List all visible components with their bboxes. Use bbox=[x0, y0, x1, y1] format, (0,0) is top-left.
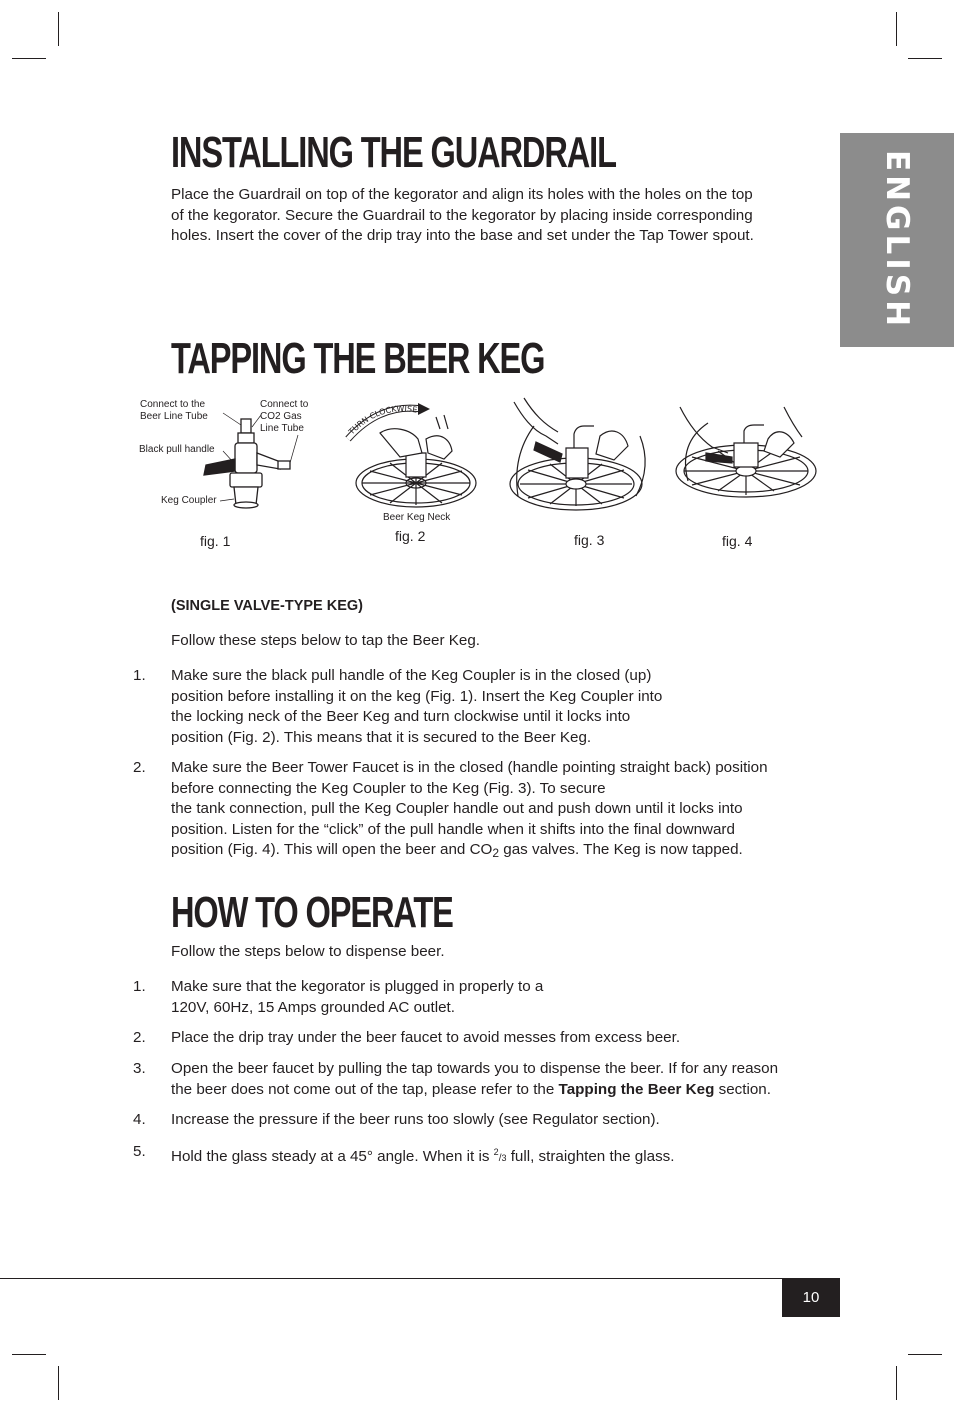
single-valve-subheading: (SINGLE VALVE-TYPE KEG) bbox=[171, 598, 364, 614]
crop-mark bbox=[58, 1366, 59, 1400]
guardrail-paragraph: Place the Guardrail on top of the kegorator and align its holes with the holes on the top of the kegorator. Secure the Guardrail to the kegorator by placing inside corresponding holes. Insert the cover of the drip tray into the base and set under the Tap Tower spout. bbox=[171, 186, 754, 244]
operate-step3-number: 3. bbox=[133, 1060, 146, 1077]
operate-step5-text: Hold the glass steady at a 45° angle. When it is $^2$/3 full, straighten the glass. bbox=[171, 1147, 675, 1166]
operate-step2-text: Place the drip tray under the beer faucet to avoid messes from excess beer. bbox=[171, 1029, 681, 1046]
crop-mark bbox=[908, 1354, 942, 1355]
callout-keg-coupler: Keg Coupler bbox=[161, 495, 217, 506]
operate-step5-number: 5. bbox=[133, 1143, 146, 1160]
language-tab bbox=[840, 133, 954, 347]
callout-co2-line: Connect to CO2 Gas Line Tube bbox=[260, 399, 309, 434]
section-title-guardrail: INSTALLING THE GUARDRAIL bbox=[171, 128, 616, 177]
crop-mark bbox=[896, 1366, 897, 1400]
callout-pull-handle: Black pull handle bbox=[139, 444, 215, 455]
crop-mark bbox=[12, 1354, 46, 1355]
fig3-connect-coupler-illustration bbox=[504, 396, 654, 514]
operate-step1-text: Make sure that the kegorator is plugged in properly to a 120V, 60Hz, 15 Amps grounded AC outlet. bbox=[171, 978, 544, 1016]
language-tab-label: ENGLISH bbox=[879, 149, 915, 331]
arrow-turn-clockwise-text: TURN CLOCKWISE bbox=[347, 404, 418, 437]
callout-beer-keg-neck: Beer Keg Neck bbox=[383, 512, 451, 523]
page-number: 10 bbox=[782, 1278, 840, 1317]
tapping-section-reference: Tapping the Beer Keg bbox=[558, 1080, 715, 1098]
tapping-step1-text: Make sure the black pull handle of the Keg Coupler is in the closed (up) position before installing it on the keg (Fig. 1). Insert the Keg Coupler into the locking neck of the Beer Keg and turn clockwise until it locks into position (Fig. 2). This means that it is secured to the Beer Keg. bbox=[171, 667, 663, 746]
operate-intro: Follow the steps below to dispense beer. bbox=[171, 943, 445, 960]
tapping-step2-text: Make sure the Beer Tower Faucet is in the closed (handle pointing straight back) position before connecting the Keg Coupler to the Keg (Fig. 3). To secure the tank connection, pull the Keg Coupler handle out and push down until it locks into position. Listen for the “click” of the pull handle when it shifts into the final downward position (Fig. 4). This will open the beer and CO2 gas valves. The Keg is now tapped. bbox=[171, 759, 768, 860]
fig4-locked-coupler-illustration bbox=[672, 403, 822, 503]
footer-rule bbox=[0, 1278, 840, 1279]
section-title-operate: HOW TO OPERATE bbox=[171, 888, 453, 937]
fig3-label: fig. 3 bbox=[574, 532, 605, 548]
operate-step1-number: 1. bbox=[133, 978, 146, 995]
fig4-label: fig. 4 bbox=[722, 533, 753, 549]
crop-mark bbox=[908, 58, 942, 59]
tapping-step1-number: 1. bbox=[133, 667, 146, 684]
crop-mark bbox=[896, 12, 897, 46]
operate-step3-text: Open the beer faucet by pulling the tap towards you to dispense the beer. If for any reason the beer does not come out of the tap, please refer to the Tapping the Beer Keg section. bbox=[171, 1060, 779, 1098]
tapping-step2-number: 2. bbox=[133, 759, 146, 776]
fig1-label: fig. 1 bbox=[200, 533, 231, 549]
tapping-intro: Follow these steps below to tap the Beer Keg. bbox=[171, 632, 480, 649]
operate-step4-number: 4. bbox=[133, 1111, 146, 1128]
section-title-tapping: TAPPING THE BEER KEG bbox=[171, 334, 545, 383]
operate-step4-text: Increase the pressure if the beer runs too slowly (see Regulator section). bbox=[171, 1111, 660, 1128]
operate-step2-number: 2. bbox=[133, 1029, 146, 1046]
crop-mark bbox=[58, 12, 59, 46]
callout-beer-line: Connect to the Beer Line Tube bbox=[140, 399, 208, 422]
crop-mark bbox=[12, 58, 46, 59]
fig2-turn-clockwise-illustration bbox=[340, 395, 485, 513]
fig2-label: fig. 2 bbox=[395, 528, 426, 544]
